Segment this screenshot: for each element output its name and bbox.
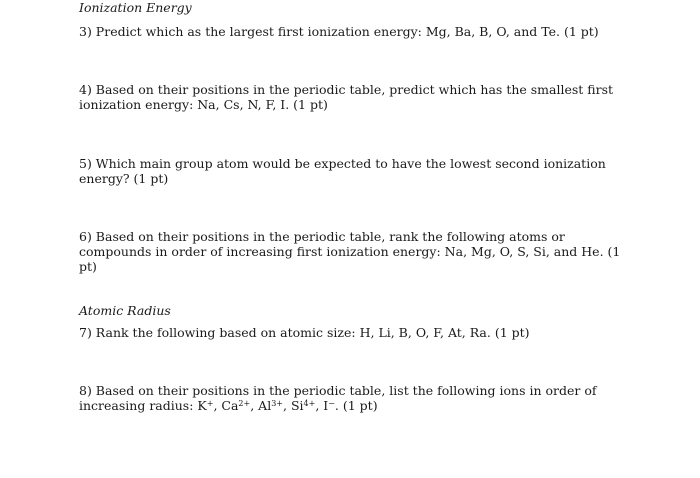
ion-symbol: K [197,398,207,413]
ion-charge: 3+ [271,399,283,408]
ion-charge: 4+ [303,399,316,408]
ion-symbol: Al [258,398,272,413]
question-8-tail: . (1 pt) [334,398,378,413]
ion-item [291,398,315,413]
question-8-text: 8) Based on their positions in the periodic table, list the following ions in order of increasing radius: [79,383,597,413]
ion-item [221,398,250,413]
ion-item [258,398,283,413]
question-4: 4) Based on their positions in the periodic table, predict which has the smallest first ionization energy: Na, Cs, N, F, I. (1 pt) [79,82,614,112]
section-heading-ionization-energy: Ionization Energy [79,0,192,15]
ion-item [197,398,213,413]
section-heading-atomic-radius: Atomic Radius [79,303,171,318]
ion-symbol: Si [290,398,304,413]
ion-charge: 2+ [238,399,251,408]
ion-separator: , [283,398,291,413]
question-3: 3) Predict which as the largest first ionization energy: Mg, Ba, B, O, and Te. (1 pt) [79,24,599,39]
ion-separator: , [250,398,259,413]
ion-item [323,398,335,413]
question-5: 5) Which main group atom would be expected to have the lowest second ionization energy? (1 pt) [79,156,606,186]
question-6: 6) Based on their positions in the periodic table, rank the following atoms or compounds in order of increasing first ionization energy: Na, Mg, O, S, Si, and He. (1 pt) [79,229,621,274]
ion-charge: − [328,399,335,408]
ion-separator: , [213,398,222,413]
ion-symbol: I [323,398,329,413]
question-8 [79,383,627,413]
ion-list [197,398,335,413]
ion-separator: , [315,398,324,413]
ion-charge: + [206,399,214,408]
question-7: 7) Rank the following based on atomic size: H, Li, B, O, F, At, Ra. (1 pt) [79,325,530,340]
ion-symbol: Ca [221,398,239,413]
